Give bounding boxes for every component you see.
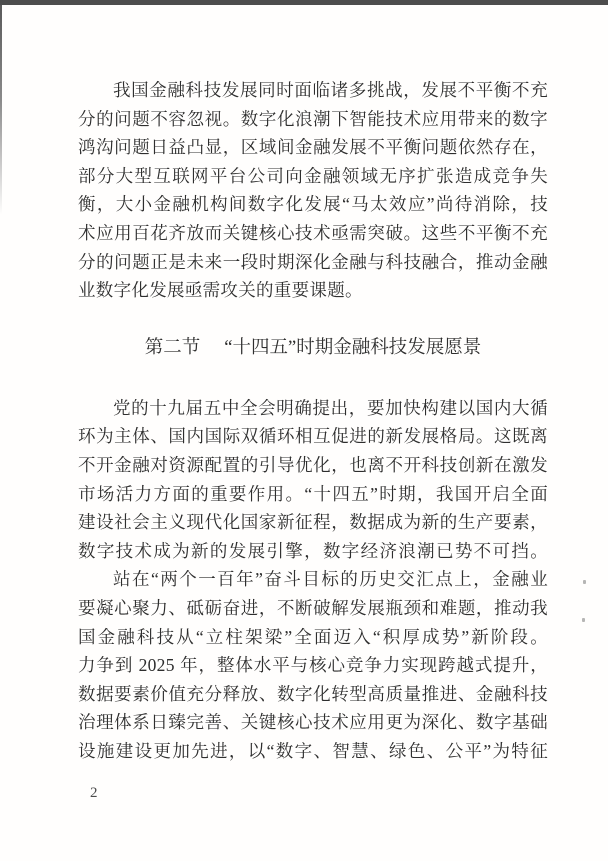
text-line: 部分大型互联网平台公司向金融领域无序扩张造成竞争失 (78, 165, 548, 186)
text-line: 数据要素价值充分释放、数字化转型高质量推进、金融科技 (78, 683, 548, 704)
scan-speck (583, 580, 586, 584)
text-column (78, 76, 548, 765)
text-line: 设施建设更加先进，以“数字、智慧、绿色、公平”为特征 (78, 740, 548, 761)
text-line: 分的问题不容忽视。数字化浪潮下智能技术应用带来的数字 (78, 108, 548, 129)
scan-edge-left (0, 5, 2, 215)
text-line: 力争到 2025 年，整体水平与核心竞争力实现跨越式提升， (78, 655, 548, 676)
text-line: 建设社会主义现代化国家新征程，数据成为新的生产要素， (78, 512, 548, 533)
text-line: 鸿沟问题日益凸显，区域间金融发展不平衡问题依然存在， (78, 137, 548, 158)
section-label: 第二节 (144, 337, 201, 358)
text-line: 党的十九届五中全会明确提出，要加快构建以国内大循 (113, 397, 548, 418)
paragraph-1 (78, 76, 548, 305)
text-line: 市场活力方面的重要作用。“十四五”时期，我国开启全面 (78, 483, 548, 504)
text-line: 不开金融对资源配置的引导优化，也离不开科技创新在激发 (78, 454, 548, 475)
text-line: 环为主体、国内国际双循环相互促进的新发展格局。这既离 (78, 426, 548, 447)
text-line: 我国金融科技发展同时面临诸多挑战，发展不平衡不充 (113, 80, 548, 100)
text-line: 国金融科技从“立柱架梁”全面迈入“积厚成势”新阶段。 (78, 626, 548, 647)
page-number: 2 (90, 785, 98, 801)
text-line: 衡，大小金融机构间数字化发展“马太效应”尚待消除，技 (78, 194, 548, 215)
text-line: 治理体系日臻完善、关键核心技术应用更为深化、数字基础 (78, 712, 548, 733)
text-line: 术应用百花齐放而关键核心技术亟需突破。这些不平衡不充 (78, 222, 548, 243)
text-line: 业数字化发展亟需攻关的重要课题。 (78, 280, 363, 301)
scan-speck (582, 618, 585, 622)
text-line: 站在“两个一百年”奋斗目标的历史交汇点上，金融业 (113, 569, 548, 590)
section-title: “十四五”时期金融科技发展愿景 (224, 337, 482, 358)
text-line: 要凝心聚力、砥砺奋进，不断破解发展瓶颈和难题，推动我 (78, 597, 548, 618)
scan-edge-top (0, 0, 608, 5)
paragraph-3 (78, 565, 548, 765)
text-line: 分的问题正是未来一段时期深化金融与科技融合，推动金融 (78, 251, 548, 272)
section-heading (78, 334, 548, 363)
text-line: 数字技术成为新的发展引擎，数字经济浪潮已势不可挡。 (78, 540, 548, 561)
paragraph-2 (78, 394, 548, 566)
